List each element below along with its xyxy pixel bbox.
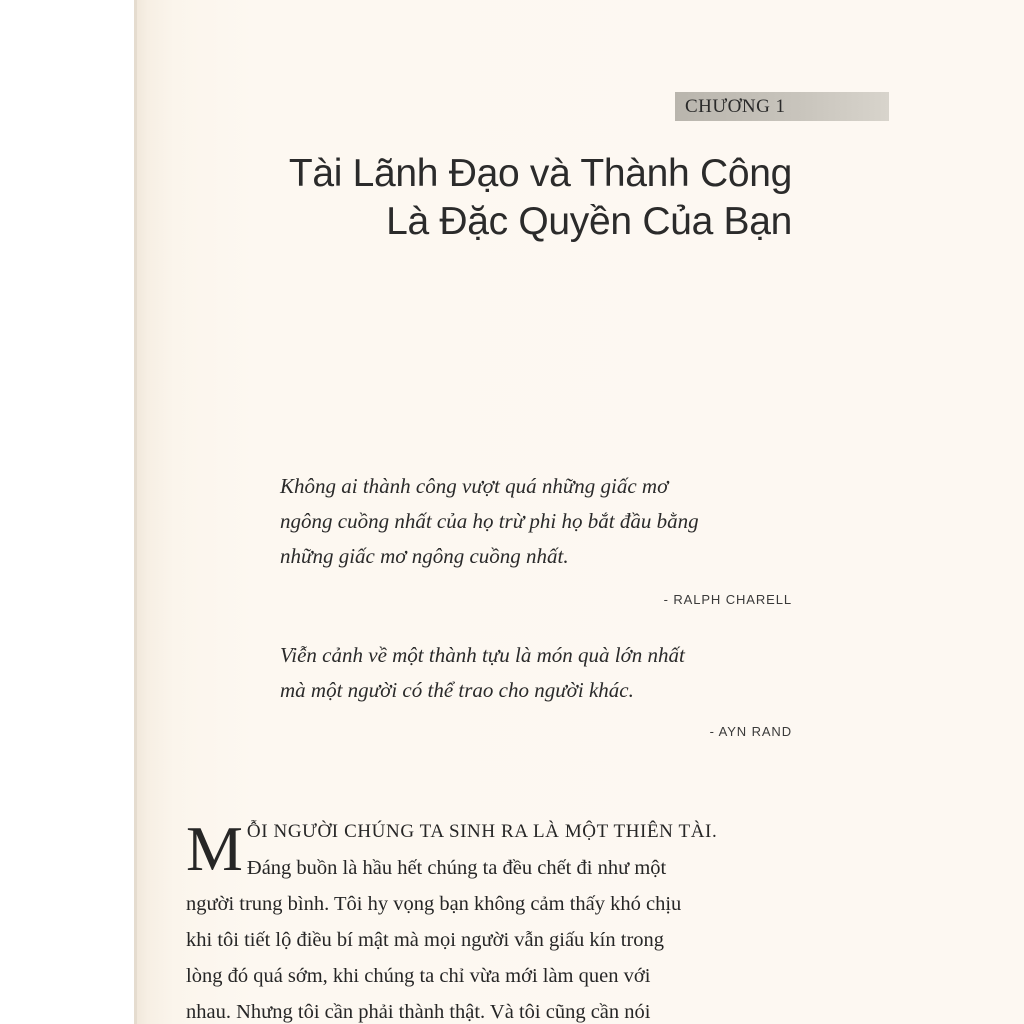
quote-line: mà một người có thể trao cho người khác. [280, 678, 634, 702]
drop-cap: M [186, 813, 243, 884]
chapter-title-line-1: Tài Lãnh Đạo và Thành Công [288, 152, 792, 195]
body-line: nhau. Nhưng tôi cần phải thành thật. Và tôi cũng cần nói [186, 1001, 651, 1023]
body-line: người trung bình. Tôi hy vọng bạn không cảm thấy khó chịu [186, 893, 682, 915]
chapter-title-line-2: Là Đặc Quyền Của Bạn [386, 200, 792, 243]
quote-2-author: - AYN RAND [709, 724, 792, 739]
body-line: Đáng buồn là hầu hết chúng ta đều chết đi như một [246, 857, 667, 879]
quote-line: ngông cuồng nhất của họ trừ phi họ bắt đầu bằng [280, 509, 699, 533]
chapter-title [192, 150, 792, 246]
body-line: khi tôi tiết lộ điều bí mật mà mọi người vẫn giấu kín trong [186, 929, 665, 951]
body-first-line: ỖI NGƯỜI CHÚNG TA SINH RA LÀ MỘT THIÊN TÀI. [246, 821, 718, 842]
chapter-label: CHƯƠNG 1 [675, 92, 889, 121]
quote-line: Không ai thành công vượt quá những giấc mơ [280, 474, 669, 498]
quote-1-author: - RALPH CHARELL [663, 592, 792, 607]
quote-line: Viễn cảnh về một thành tựu là món quà lớn nhất [280, 643, 685, 667]
epigraph-quote-1 [280, 469, 820, 574]
body-line: lòng đó quá sớm, khi chúng ta chỉ vừa mới làm quen với [186, 965, 651, 987]
quote-line: những giấc mơ ngông cuồng nhất. [280, 544, 569, 568]
page-edge [134, 0, 137, 1024]
epigraph-quote-2 [280, 638, 820, 708]
body-paragraph [186, 814, 826, 1024]
